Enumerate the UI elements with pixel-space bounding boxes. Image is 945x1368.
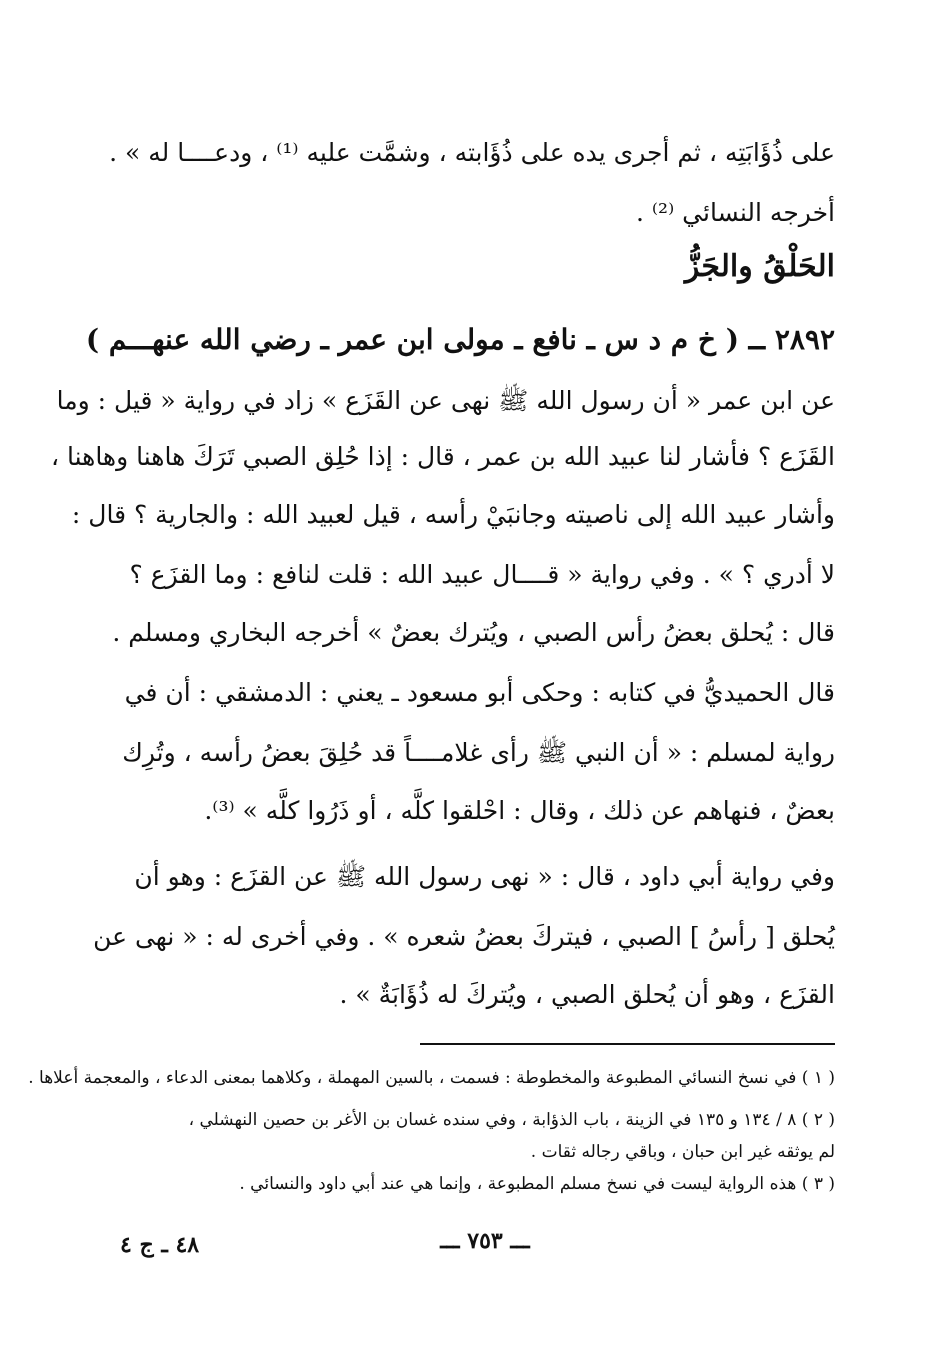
text-line: وفي رواية أبي داود ، قال : « نهى رسول الله ﷺ عن القزَع : وهو أن	[134, 862, 835, 891]
text-line: أخرجه النسائي ⁽²⁾ .	[636, 198, 835, 227]
section-heading: الحَلْقُ والجَزُّ	[684, 249, 835, 284]
text-line: القَزَع ؟ فأشار لنا عبيد الله بن عمر ، قال : إذا حُلِق الصبي تَرَكَ هاهنا وهاهنا ،	[50, 442, 835, 471]
text-line: لا أدري ؟ » . وفي رواية « قــــال عبيد الله : قلت لنافع : وما القزَع ؟	[129, 560, 835, 589]
footnote-line: ( ٣ ) هذه الرواية ليست في نسخ مسلم المطبوعة ، وإنما هي عند أبي داود والنسائي .	[239, 1174, 835, 1194]
page-number: ـــ ٧٥٣ ـــ	[440, 1228, 530, 1254]
text-line: القزَع ، وهو أن يُحلق الصبي ، ويُتركَ له ذُؤَابَةٌ » .	[339, 980, 835, 1009]
footnote-line: ( ١ ) في نسخ النسائي المطبوعة والمخطوطة : فسمت ، بالسين المهملة ، وكلاهما بمعنى الدعاء ، والمعجمة أعلاها .	[28, 1068, 835, 1088]
text-line: عن ابن عمر « أن رسول الله ﷺ نهى عن القَزَع » زاد في رواية « قيل : وما	[56, 386, 835, 415]
text-line: قال : يُحلق بعضُ رأس الصبي ، ويُترك بعضٌ » أخرجه البخاري ومسلم .	[112, 618, 835, 647]
text-line: على ذُؤَابَتِه ، ثم أجرى يده على ذُؤَابته ، وشمَّت عليه ⁽¹⁾ ، ودعــــا له » .	[109, 138, 835, 167]
text-line: وأشار عبيد الله إلى ناصيته وجانبَيْ رأسه ، قيل لعبيد الله : والجارية ؟ قال :	[71, 500, 835, 529]
footnotes-block	[28, 0, 835, 1220]
text-line: بعضٌ ، فنهاهم عن ذلك ، وقال : احْلقوا كلَّه ، أو ذَرُوا كلَّه » ⁽³⁾.	[204, 796, 835, 825]
hadith-header: ٢٨٩٢ ــ ( خ م د س ـ نافع ـ مولى ابن عمر ـ رضي الله عنهـــم )	[85, 323, 835, 356]
text-line: يُحلق [ رأسُ ] الصبي ، فيتركَ بعضُ شعره » . وفي أخرى له : « نهى عن	[93, 922, 835, 951]
printer-signature: ٤٨ ـ ج ٤	[120, 1232, 200, 1258]
footnote-line: ( ٢ ) ٨ / ١٣٤ و ١٣٥ في الزينة ، باب الذؤابة ، وفي سنده غسان بن الأغر بن حصين النهشلي ،	[188, 1110, 835, 1130]
text-line: قال الحميديُّ في كتابه : وحكى أبو مسعود ـ يعني : الدمشقي : أن في	[124, 678, 835, 707]
footnote-line: لم يوثقه غير ابن حبان ، وباقي رجاله ثقات .	[530, 1142, 835, 1162]
text-line: رواية لمسلم : « أن النبي ﷺ رأى غلامــــاً قد حُلِقَ بعضُ رأسه ، وتُرِك	[122, 738, 835, 767]
